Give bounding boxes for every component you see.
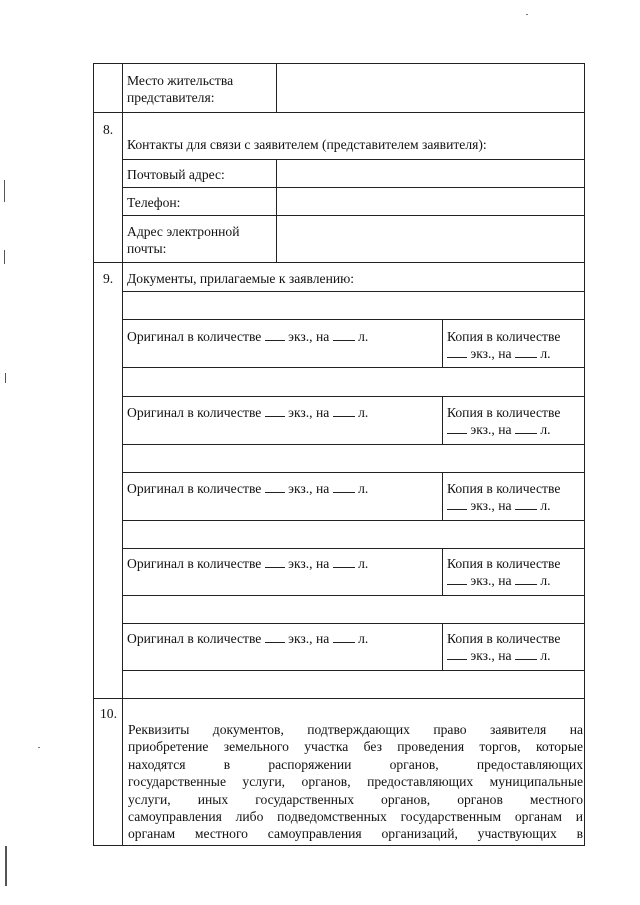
row-divider bbox=[122, 187, 585, 188]
copy-count-text-cont: экз., на л. bbox=[447, 497, 551, 514]
row-divider bbox=[93, 112, 585, 113]
section-10-line: находятся в распоряжении органов, предоставляющих bbox=[128, 756, 583, 772]
scan-artifact bbox=[4, 250, 5, 264]
scan-artifact bbox=[5, 846, 7, 886]
pages-blank bbox=[333, 405, 355, 417]
copies-blank bbox=[447, 346, 467, 358]
rep-residence-label-cont: представителя: bbox=[127, 90, 215, 105]
copy-count-text-cont: экз., на л. bbox=[447, 345, 551, 362]
section-10-line: самоуправления либо подведомственных государственным органам и bbox=[128, 809, 583, 825]
scan-artifact bbox=[38, 747, 40, 748]
row-divider bbox=[122, 548, 585, 549]
pages-blank bbox=[333, 329, 355, 341]
copies-blank bbox=[265, 329, 285, 341]
scan-artifact bbox=[5, 373, 6, 383]
copies-blank bbox=[447, 422, 467, 434]
cell-divider bbox=[442, 319, 443, 367]
copy-count-text: Копия в количестве bbox=[447, 556, 561, 571]
copies-blank bbox=[265, 556, 285, 568]
row-divider bbox=[122, 520, 585, 521]
copy-count-text-cont: экз., на л. bbox=[447, 421, 551, 438]
copies-blank bbox=[447, 648, 467, 660]
row-divider bbox=[122, 670, 585, 671]
cell-divider bbox=[276, 63, 277, 112]
cell-divider bbox=[442, 396, 443, 444]
copy-count-text: Копия в количестве bbox=[447, 405, 561, 420]
section-9-heading: Документы, прилагаемые к заявлению: bbox=[127, 271, 355, 286]
row-divider bbox=[122, 291, 585, 292]
copies-blank bbox=[447, 498, 467, 510]
original-count-text: Оригинал в количестве экз., на л. bbox=[127, 405, 369, 420]
cell-divider bbox=[442, 548, 443, 595]
row-divider bbox=[122, 367, 585, 368]
pages-blank bbox=[515, 648, 537, 660]
pages-blank bbox=[515, 573, 537, 585]
pages-blank bbox=[333, 556, 355, 568]
pages-blank bbox=[333, 481, 355, 493]
email-label-cont: почты: bbox=[127, 241, 167, 256]
pages-blank bbox=[515, 422, 537, 434]
row-divider bbox=[122, 319, 585, 320]
copy-count-text: Копия в количестве bbox=[447, 329, 561, 344]
section-9-number: 9. bbox=[103, 271, 114, 286]
original-count-text: Оригинал в количестве экз., на л. bbox=[127, 329, 369, 344]
row-divider bbox=[122, 159, 585, 160]
row-divider bbox=[122, 472, 585, 473]
phone-label: Телефон: bbox=[127, 195, 181, 210]
pages-blank bbox=[515, 346, 537, 358]
row-divider bbox=[122, 595, 585, 596]
section-10-line: приобретение земельного участка без проведения торгов, которые bbox=[128, 739, 583, 755]
scan-artifact bbox=[4, 180, 5, 202]
rep-residence-label: Место жительства bbox=[127, 73, 234, 88]
section-10-text bbox=[128, 721, 583, 843]
copies-blank bbox=[265, 405, 285, 417]
section-10-line: услуги, иных государственных органов, органов местного bbox=[128, 791, 583, 807]
original-count-text: Оригинал в количестве экз., на л. bbox=[127, 556, 369, 571]
copy-count-text: Копия в количестве bbox=[447, 631, 561, 646]
copy-count-text-cont: экз., на л. bbox=[447, 647, 551, 664]
row-divider bbox=[93, 698, 585, 699]
section-10-line: государственные услуги, органов, предоставляющих муниципальные bbox=[128, 774, 583, 790]
pages-blank bbox=[333, 631, 355, 643]
original-count-text: Оригинал в количестве экз., на л. bbox=[127, 631, 369, 646]
row-divider bbox=[122, 215, 585, 216]
postal-address-label: Почтовый адрес: bbox=[127, 167, 225, 182]
section-10-number: 10. bbox=[100, 706, 117, 721]
section-8-number: 8. bbox=[103, 122, 114, 137]
original-count-text: Оригинал в количестве экз., на л. bbox=[127, 481, 369, 496]
row-divider bbox=[122, 396, 585, 397]
row-divider bbox=[122, 444, 585, 445]
copies-blank bbox=[265, 631, 285, 643]
copies-blank bbox=[265, 481, 285, 493]
section-8-heading: Контакты для связи с заявителем (представителем заявителя): bbox=[127, 137, 487, 152]
section-10-line: Реквизиты документов, подтверждающих право заявителя на bbox=[128, 722, 583, 737]
copy-count-text: Копия в количестве bbox=[447, 481, 561, 496]
email-label: Адрес электронной bbox=[127, 224, 240, 239]
row-divider bbox=[122, 623, 585, 624]
section-10-line: органам местного самоуправления организаций, участвующих в bbox=[128, 826, 583, 842]
copies-blank bbox=[447, 573, 467, 585]
cell-divider bbox=[442, 623, 443, 670]
cell-divider bbox=[442, 472, 443, 520]
scan-artifact bbox=[526, 14, 528, 15]
pages-blank bbox=[515, 498, 537, 510]
row-divider bbox=[93, 262, 585, 263]
copy-count-text-cont: экз., на л. bbox=[447, 572, 551, 589]
cell-divider bbox=[276, 159, 277, 262]
number-column-divider bbox=[122, 63, 123, 846]
